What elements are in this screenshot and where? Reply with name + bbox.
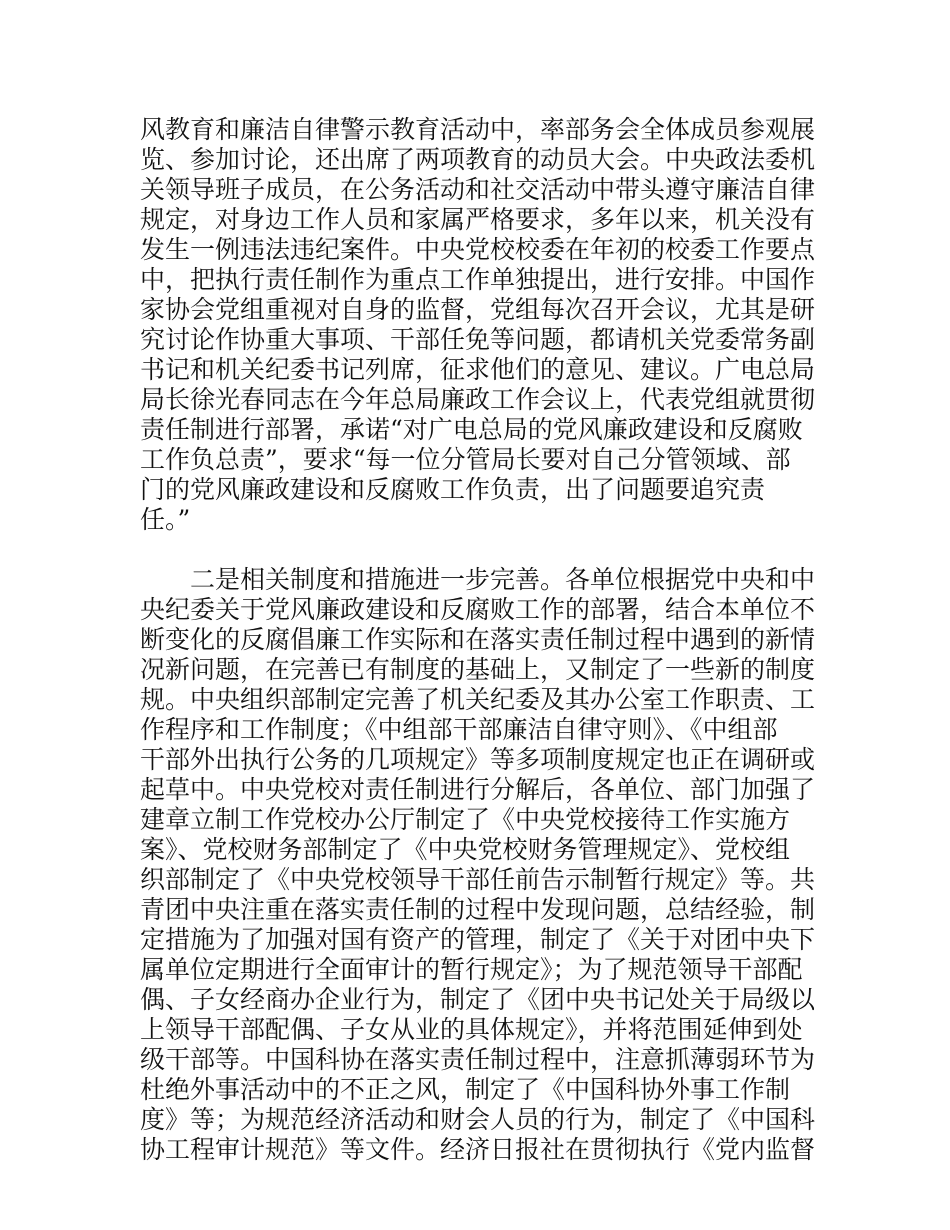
text-line: 家协会党组重视对自身的监督，党组每次召开会议，尤其是研: [140, 295, 816, 324]
text-line: 任。”: [140, 505, 191, 534]
text-line: 偶、子女经商办企业行为，制定了《团中央书记处关于局级以: [140, 985, 816, 1014]
text-line: 览、参加讨论，还出席了两项教育的动员大会。中央政法委机: [140, 145, 816, 174]
text-line: 建章立制工作党校办公厅制定了《中央党校接待工作实施方: [140, 805, 791, 834]
text-line: 织部制定了《中央党校领导干部任前告示制暂行规定》等。共: [140, 865, 816, 894]
text-line: 发生一例违法违纪案件。中央党校校委在年初的校委工作要点: [140, 235, 816, 264]
text-line: 责任制进行部署，承诺“对广电总局的党风廉政建设和反腐败: [140, 415, 803, 444]
text-line: 门的党风廉政建设和反腐败工作负责，出了问题要追究责: [140, 475, 766, 504]
text-line: 度》等；为规范经济活动和财会人员的行为，制定了《中国科: [140, 1105, 816, 1134]
text-line: 断变化的反腐倡廉工作实际和在落实责任制过程中遇到的新情: [140, 625, 816, 654]
text-line: 究讨论作协重大事项、干部任免等问题，都请机关党委常务副: [140, 325, 816, 354]
text-line: 局长徐光春同志在今年总局廉政工作会议上，代表党组就贯彻: [140, 385, 816, 414]
text-line: 案》、党校财务部制定了《中央党校财务管理规定》、党校组: [140, 835, 791, 864]
text-line: 风教育和廉洁自律警示教育活动中，率部务会全体成员参观展: [140, 115, 816, 144]
text-line: 杜绝外事活动中的不正之风，制定了《中国科协外事工作制: [140, 1075, 791, 1104]
text-line: 级干部等。中国科协在落实责任制过程中，注意抓薄弱环节为: [140, 1045, 816, 1074]
text-line: 况新问题，在完善已有制度的基础上，又制定了一些新的制度: [140, 655, 816, 684]
document-page: [140, 0, 820, 1230]
text-line: 书记和机关纪委书记列席，征求他们的意见、建议。广电总局: [140, 355, 816, 384]
text-line: 属单位定期进行全面审计的暂行规定》；为了规范领导干部配: [140, 955, 803, 984]
text-line: 青团中央注重在落实责任制的过程中发现问题，总结经验，制: [140, 895, 816, 924]
text-line: 二是相关制度和措施进一步完善。各单位根据党中央和中: [190, 565, 816, 594]
text-line: 中，把执行责任制作为重点工作单独提出，进行安排。中国作: [140, 265, 816, 294]
text-line: 干部外出执行公务的几项规定》等多项制度规定也正在调研或: [140, 745, 816, 774]
text-line: 规定，对身边工作人员和家属严格要求，多年以来，机关没有: [140, 205, 816, 234]
text-line: 定措施为了加强对国有资产的管理，制定了《关于对团中央下: [140, 925, 816, 954]
text-line: 协工程审计规范》等文件。经济日报社在贯彻执行《党内监督: [140, 1135, 816, 1164]
text-line: 工作负总责”，要求“每一位分管局长要对自己分管领域、部: [140, 445, 791, 474]
text-line: 规。中央组织部制定完善了机关纪委及其办公室工作职责、工: [140, 685, 816, 714]
text-line: 起草中。中央党校对责任制进行分解后，各单位、部门加强了: [140, 775, 816, 804]
text-line: 关领导班子成员，在公务活动和社交活动中带头遵守廉洁自律: [140, 175, 816, 204]
text-line: 上领导干部配偶、子女从业的具体规定》，并将范围延伸到处: [140, 1015, 803, 1044]
text-line: 作程序和工作制度；《中组部干部廉洁自律守则》、《中组部: [140, 715, 778, 744]
text-line: 央纪委关于党风廉政建设和反腐败工作的部署，结合本单位不: [140, 595, 816, 624]
